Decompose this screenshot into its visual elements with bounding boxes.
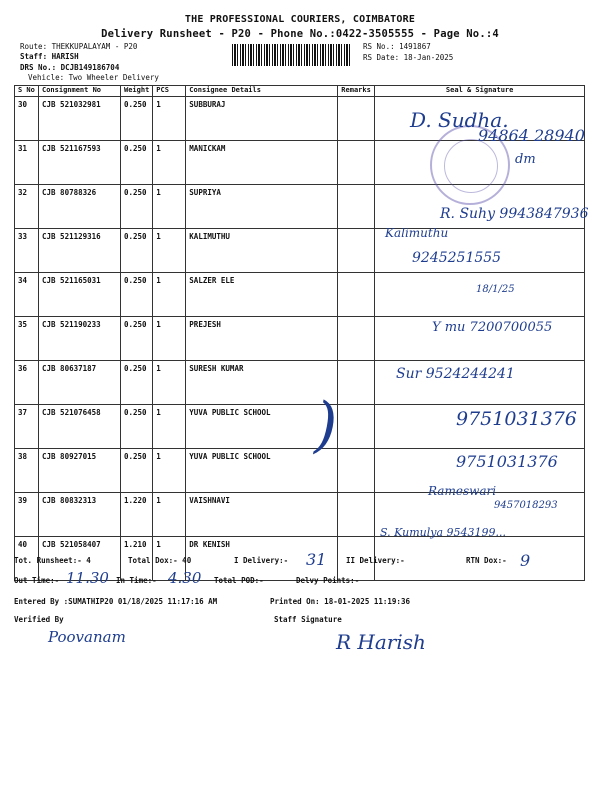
ii-delivery-label: II Delivery:- xyxy=(346,556,405,565)
col-weight: Weight xyxy=(121,86,153,97)
cell-weight: 0.250 xyxy=(121,449,153,493)
cell-weight: 0.250 xyxy=(121,229,153,273)
handwritten-signature: Sur 9524244241 xyxy=(396,366,515,382)
handwritten-signature: Rameswari xyxy=(428,484,497,498)
cell-consignee: SUPRIYA xyxy=(186,185,338,229)
rs-no: RS No.: 1491867 xyxy=(363,42,431,51)
verified-by-label: Verified By xyxy=(14,615,64,624)
cell-consignee: SALZER ELE xyxy=(186,273,338,317)
cell-sno: 30 xyxy=(15,97,39,141)
cell-remarks xyxy=(338,185,375,229)
rtn-dox-value: 9 xyxy=(520,551,531,570)
verified-signature: Poovanam xyxy=(48,628,126,646)
cell-sno: 34 xyxy=(15,273,39,317)
total-pod-label: Total POD:- xyxy=(214,576,264,585)
cell-remarks xyxy=(338,229,375,273)
handwritten-signature: Y mu 7200700055 xyxy=(432,320,553,335)
cell-weight: 0.250 xyxy=(121,141,153,185)
handwritten-date: 18/1/25 xyxy=(476,284,515,295)
col-consignment: Consignment No xyxy=(39,86,121,97)
cell-remarks xyxy=(338,141,375,185)
cell-pcs: 1 xyxy=(153,141,186,185)
total-dox: Total Dox:- 40 xyxy=(128,556,192,565)
staff-label: Staff: HARISH xyxy=(20,52,79,61)
cell-sno: 37 xyxy=(15,405,39,449)
handwritten-signature: R. Suhy 9943847936 xyxy=(440,206,589,222)
cell-consignment: CJB 521032981 xyxy=(39,97,121,141)
cell-consignee: YUVA PUBLIC SCHOOL xyxy=(186,405,338,449)
table-header-row xyxy=(15,86,585,97)
cell-pcs: 1 xyxy=(153,229,186,273)
cell-consignee: YUVA PUBLIC SCHOOL xyxy=(186,449,338,493)
cell-consignment: CJB 80927015 xyxy=(39,449,121,493)
runsheet-subtitle: Delivery Runsheet - P20 - Phone No.:0422-3505555 - Page No.:4 xyxy=(101,28,499,40)
cell-consignee: MANICKAM xyxy=(186,141,338,185)
cell-consignment: CJB 80788326 xyxy=(39,185,121,229)
cell-consignment: CJB 521076458 xyxy=(39,405,121,449)
in-time-value: 4.30 xyxy=(168,569,202,587)
handwritten-phone: 9751031376 xyxy=(456,408,577,430)
cell-remarks xyxy=(338,361,375,405)
cell-consignment: CJB 521165031 xyxy=(39,273,121,317)
col-seal-signature: Seal & Signature xyxy=(375,86,585,97)
cell-sno: 38 xyxy=(15,449,39,493)
cell-pcs: 1 xyxy=(153,317,186,361)
handwritten-phone: 94864 28940 xyxy=(478,126,585,145)
cell-consignment: CJB 521190233 xyxy=(39,317,121,361)
cell-pcs: 1 xyxy=(153,449,186,493)
cell-weight: 0.250 xyxy=(121,361,153,405)
handwritten-phone: 9245251555 xyxy=(412,250,502,266)
bracket-mark: ) xyxy=(314,390,338,460)
staff-signature-label: Staff Signature xyxy=(274,615,342,624)
cell-weight: 0.250 xyxy=(121,185,153,229)
cell-sno: 33 xyxy=(15,229,39,273)
tot-runsheet: Tot. Runsheet:- 4 xyxy=(14,556,91,565)
cell-consignee: KALIMUTHU xyxy=(186,229,338,273)
cell-consignee: SUBBURAJ xyxy=(186,97,338,141)
drs-label: DRS No.: DCJB149186704 xyxy=(20,63,120,72)
handwritten-signature: Kalimuthu xyxy=(385,226,449,240)
cell-remarks xyxy=(338,493,375,537)
cell-pcs: 1 xyxy=(153,405,186,449)
col-sno: S No xyxy=(15,86,39,97)
cell-consignment: CJB 521129316 xyxy=(39,229,121,273)
cell-weight: 0.250 xyxy=(121,97,153,141)
col-remarks: Remarks xyxy=(338,86,375,97)
cell-pcs: 1 xyxy=(153,97,186,141)
cell-sno: 31 xyxy=(15,141,39,185)
cell-pcs: 1 xyxy=(153,361,186,405)
cell-sno: 40 xyxy=(15,537,39,581)
out-time-value: 11.30 xyxy=(66,569,109,587)
delvy-points-label: Delvy Points:- xyxy=(296,576,360,585)
route-label: Route: THEKKUPALAYAM - P20 xyxy=(20,42,138,51)
cell-consignment: CJB 80832313 xyxy=(39,493,121,537)
handwritten-signature: S. Kumulya 9543199... xyxy=(380,526,506,539)
cell-consignee: DR KENISH xyxy=(186,537,338,581)
cell-weight: 0.250 xyxy=(121,317,153,361)
cell-consignee: SURESH KUMAR xyxy=(186,361,338,405)
cell-sno: 39 xyxy=(15,493,39,537)
cell-pcs: 1 xyxy=(153,493,186,537)
cell-consignee: PREJESH xyxy=(186,317,338,361)
company-title: THE PROFESSIONAL COURIERS, COIMBATORE xyxy=(184,14,416,25)
cell-sno: 35 xyxy=(15,317,39,361)
col-consignee: Consignee Details xyxy=(186,86,338,97)
handwritten-phone: 9457018293 xyxy=(494,500,558,511)
cell-sno: 36 xyxy=(15,361,39,405)
out-time-label: Out Time:- xyxy=(14,576,60,585)
handwritten-phone: 9751031376 xyxy=(456,452,558,471)
cell-remarks xyxy=(338,317,375,361)
cell-pcs: 1 xyxy=(153,537,186,581)
cell-remarks xyxy=(338,273,375,317)
cell-remarks xyxy=(338,449,375,493)
cell-consignment: CJB 521058407 xyxy=(39,537,121,581)
handwritten-signature: D. Sudha. xyxy=(410,108,509,132)
barcode xyxy=(232,44,352,66)
cell-consignment: CJB 521167593 xyxy=(39,141,121,185)
cell-consignment: CJB 80637187 xyxy=(39,361,121,405)
cell-consignee: VAISHNAVI xyxy=(186,493,338,537)
cell-weight: 1.210 xyxy=(121,537,153,581)
col-pcs: PCS xyxy=(153,86,186,97)
cell-remarks xyxy=(338,97,375,141)
entered-by: Entered By :SUMATHIP20 01/18/2025 11:17:16 AM xyxy=(14,597,218,606)
cell-sno: 32 xyxy=(15,185,39,229)
cell-weight: 0.250 xyxy=(121,405,153,449)
in-time-label: In Time:- xyxy=(116,576,157,585)
staff-signature: R Harish xyxy=(336,630,426,654)
rtn-dox-label: RTN Dox:- xyxy=(466,556,507,565)
cell-pcs: 1 xyxy=(153,273,186,317)
cell-weight: 0.250 xyxy=(121,273,153,317)
i-delivery-label: I Delivery:- xyxy=(234,556,289,565)
rs-date: RS Date: 18-Jan-2025 xyxy=(363,53,454,62)
cell-weight: 1.220 xyxy=(121,493,153,537)
cell-remarks xyxy=(338,405,375,449)
cell-pcs: 1 xyxy=(153,185,186,229)
printed-on: Printed On: 18-01-2025 11:19:36 xyxy=(270,597,410,606)
vehicle-label: Vehicle: Two Wheeler Delivery xyxy=(28,73,159,82)
i-delivery-value: 31 xyxy=(306,550,327,569)
handwritten-note: dm xyxy=(515,152,536,167)
